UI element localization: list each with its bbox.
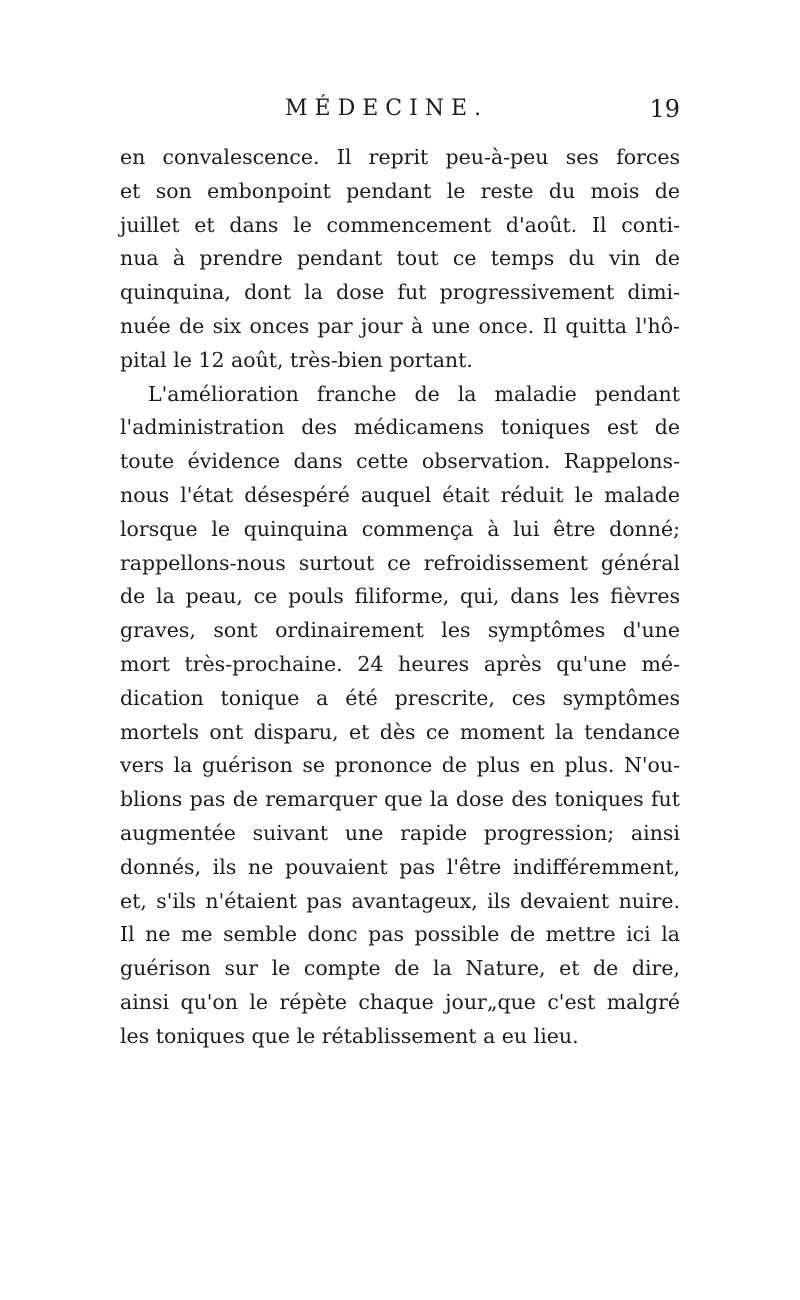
text-line: et son embonpoint pendant le reste du mois de: [120, 178, 680, 203]
text-line: Il ne me semble donc pas possible de mettre ici la: [120, 922, 680, 947]
paragraph-start-line: L'amélioration franche de la maladie pendant: [148, 381, 680, 406]
page-number: 19: [649, 95, 680, 123]
text-line: et, s'ils n'étaient pas avantageux, ils devaient nuire.: [120, 888, 680, 913]
text-line: l'administration des médicamens toniques est de: [120, 415, 680, 440]
text-line: augmentée suivant une rapide progression; ainsi: [120, 820, 680, 845]
text-line: graves, sont ordinairement les symptômes d'une: [120, 618, 680, 643]
text-line: ainsi qu'on le répète chaque jour„que c'est malgré: [120, 989, 680, 1014]
text-line: de la peau, ce pouls filiforme, qui, dans les fièvres: [120, 584, 680, 609]
running-title: MÉDECINE.: [285, 96, 489, 121]
text-line: les toniques que le rétablissement a eu lieu.: [120, 1023, 579, 1048]
text-line: rappellons-nous surtout ce refroidissement général: [120, 550, 680, 575]
text-line: quinquina, dont la dose fut progressivement dimi-: [120, 280, 680, 305]
text-line: nous l'état désespéré auquel était réduit le malade: [120, 482, 680, 507]
running-header: [120, 92, 680, 126]
text-line: guérison sur le compte de la Nature, et de dire,: [120, 956, 680, 981]
text-line: mortels ont disparu, et dès ce moment la tendance: [120, 719, 680, 744]
text-line: nua à prendre pendant tout ce temps du vin de: [120, 246, 680, 271]
text-line: blions pas de remarquer que la dose des toniques fut: [120, 787, 680, 812]
text-line: toute évidence dans cette observation. Rappelons-: [120, 449, 680, 474]
text-line: vers la guérison se prononce de plus en plus. N'ou-: [120, 753, 680, 778]
text-line: pital le 12 août, très-bien portant.: [120, 347, 473, 372]
text-line: dication tonique a été prescrite, ces symptômes: [120, 685, 680, 710]
text-line: mort très-prochaine. 24 heures après qu'une mé-: [120, 651, 680, 676]
text-line: donnés, ils ne pouvaient pas l'être indifféremment,: [120, 854, 680, 879]
body-text: [120, 141, 680, 1054]
text-line: nuée de six onces par jour à une once. Il quitta l'hô-: [120, 313, 680, 338]
text-line: en convalescence. Il reprit peu-à-peu ses forces: [120, 145, 680, 169]
text-line: lorsque le quinquina commença à lui être donné;: [120, 516, 680, 541]
text-line: juillet et dans le commencement d'août. Il conti-: [120, 212, 680, 237]
